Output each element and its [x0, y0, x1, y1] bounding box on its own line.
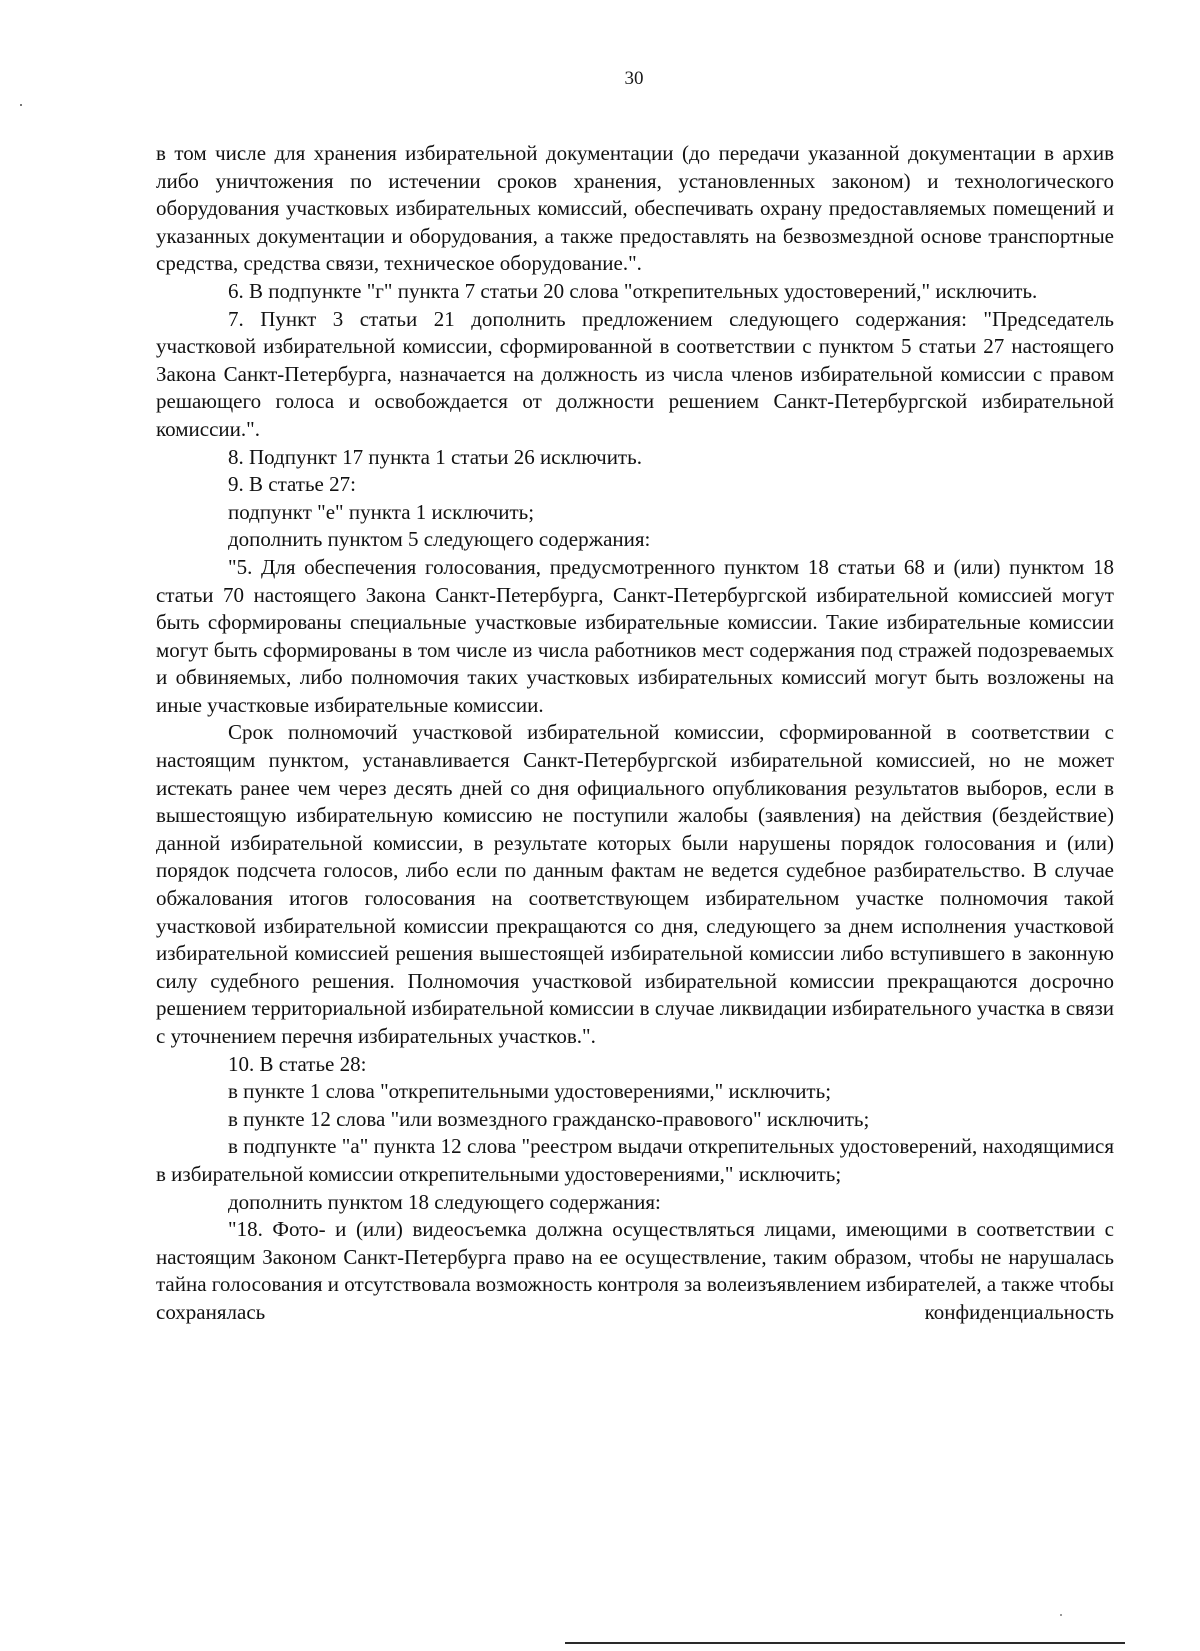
paragraph-term-of-office: Срок полномочий участковой избирательной комиссии, сформированной в соответствии с настоящим пунктом, устанавливается Санкт-Петербургской избирательной комиссией, но не может истекать ранее чем через десять дней со дня официального опубликования результатов выборов, если в вышестоящую избирательную комиссию не поступили жалобы (заявления) на действия (бездействие) данной избирательной комиссии, в результате которых были нарушены порядок голосования и (или) порядок подсчета голосов, либо если по данным фактам не ведется судебное разбирательство. В случае обжалования итогов голосования на соответствующем избирательном участке полномочия такой участковой избирательной комиссии прекращаются со дня, следующего за днем исполнения участковой избирательной комиссией решения вышестоящей избирательной комиссии либо вступившего в законную силу судебного решения. Полномочия участковой избирательной комиссии прекращаются досрочно решением территориальной избирательной комиссии в случае ликвидации избирательного участка в связи с уточнением перечня избирательных участков.". — [156, 720, 1114, 1048]
paragraph-clause-5: "5. Для обеспечения голосования, предусмотренного пунктом 18 статьи 68 и (или) пунктом 18 статьи 70 настоящего Закона Санкт-Петербурга, Санкт-Петербургской избирательной комиссией могут быть сформированы специальные участковые избирательные комиссии. Такие избирательные комиссии могут быть сформированы в том числе из числа работников мест содержания под стражей подозреваемых и обвиняемых, либо полномочия таких участковых избирательных комиссий могут быть возложены на иные участковые избирательные комиссии. — [156, 554, 1114, 717]
paragraph-sub-item: дополнить пунктом 5 следующего содержания: — [228, 527, 651, 552]
paragraph-sub-item: подпункт "е" пункта 1 исключить; — [228, 499, 535, 524]
scan-artifact — [1060, 1614, 1062, 1616]
paragraph-item-7: 7. Пункт 3 статьи 21 дополнить предложением следующего содержания: "Председатель участковой избирательной комиссии, сформированной в соответствии с пунктом 5 статьи 27 настоящего Закона Санкт-Петербурга, назначается на должность из числа членов избирательной комиссии с правом решающего голоса и освобождается от должности решением Санкт-Петербургской избирательной комиссии.". — [156, 306, 1114, 441]
page-bottom-rule — [565, 1642, 1125, 1644]
paragraph-item-9: 9. В статье 27: — [228, 472, 356, 497]
document-body — [156, 140, 1114, 1327]
paragraph-continuation: в том числе для хранения избирательной документации (до передачи указанной документации в архив либо уничтожения по истечении сроков хранения, установленных законом) и технологического оборудования участковых избирательных комиссий, обеспечивать охрану предоставляемых помещений и указанных документации и оборудования, а также предоставлять на безвозмездной основе транспортные средства, средства связи, техническое оборудование.". — [156, 141, 1114, 276]
paragraph-item-8: 8. Подпункт 17 пункта 1 статьи 26 исключить. — [228, 444, 642, 469]
paragraph-sub-item: дополнить пунктом 18 следующего содержания: — [228, 1189, 661, 1214]
paragraph-item-10: 10. В статье 28: — [228, 1051, 367, 1076]
paragraph-sub-item: в подпункте "а" пункта 12 слова "реестром выдачи открепительных удостоверений, находящимися в избирательной комиссии открепительными удостоверениями," исключить; — [156, 1134, 1114, 1186]
page-number: 30 — [624, 68, 644, 89]
paragraph-clause-18: "18. Фото- и (или) видеосъемка должна осуществляться лицами, имеющими в соответствии с настоящим Законом Санкт-Петербурга право на ее осуществление, таким образом, чтобы не нарушалась тайна голосования и отсутствовала возможность контроля за волеизъявлением избирателей, а также чтобы сохранялась конфиденциальность — [156, 1217, 1114, 1324]
paragraph-sub-item: в пункте 1 слова "открепительными удостоверениями," исключить; — [228, 1079, 832, 1104]
paragraph-item-6: 6. В подпункте "г" пункта 7 статьи 20 слова "открепительных удостоверений," исключить. — [228, 278, 1038, 303]
scan-artifact — [20, 104, 22, 106]
paragraph-sub-item: в пункте 12 слова "или возмездного гражданско-правового" исключить; — [228, 1106, 870, 1131]
